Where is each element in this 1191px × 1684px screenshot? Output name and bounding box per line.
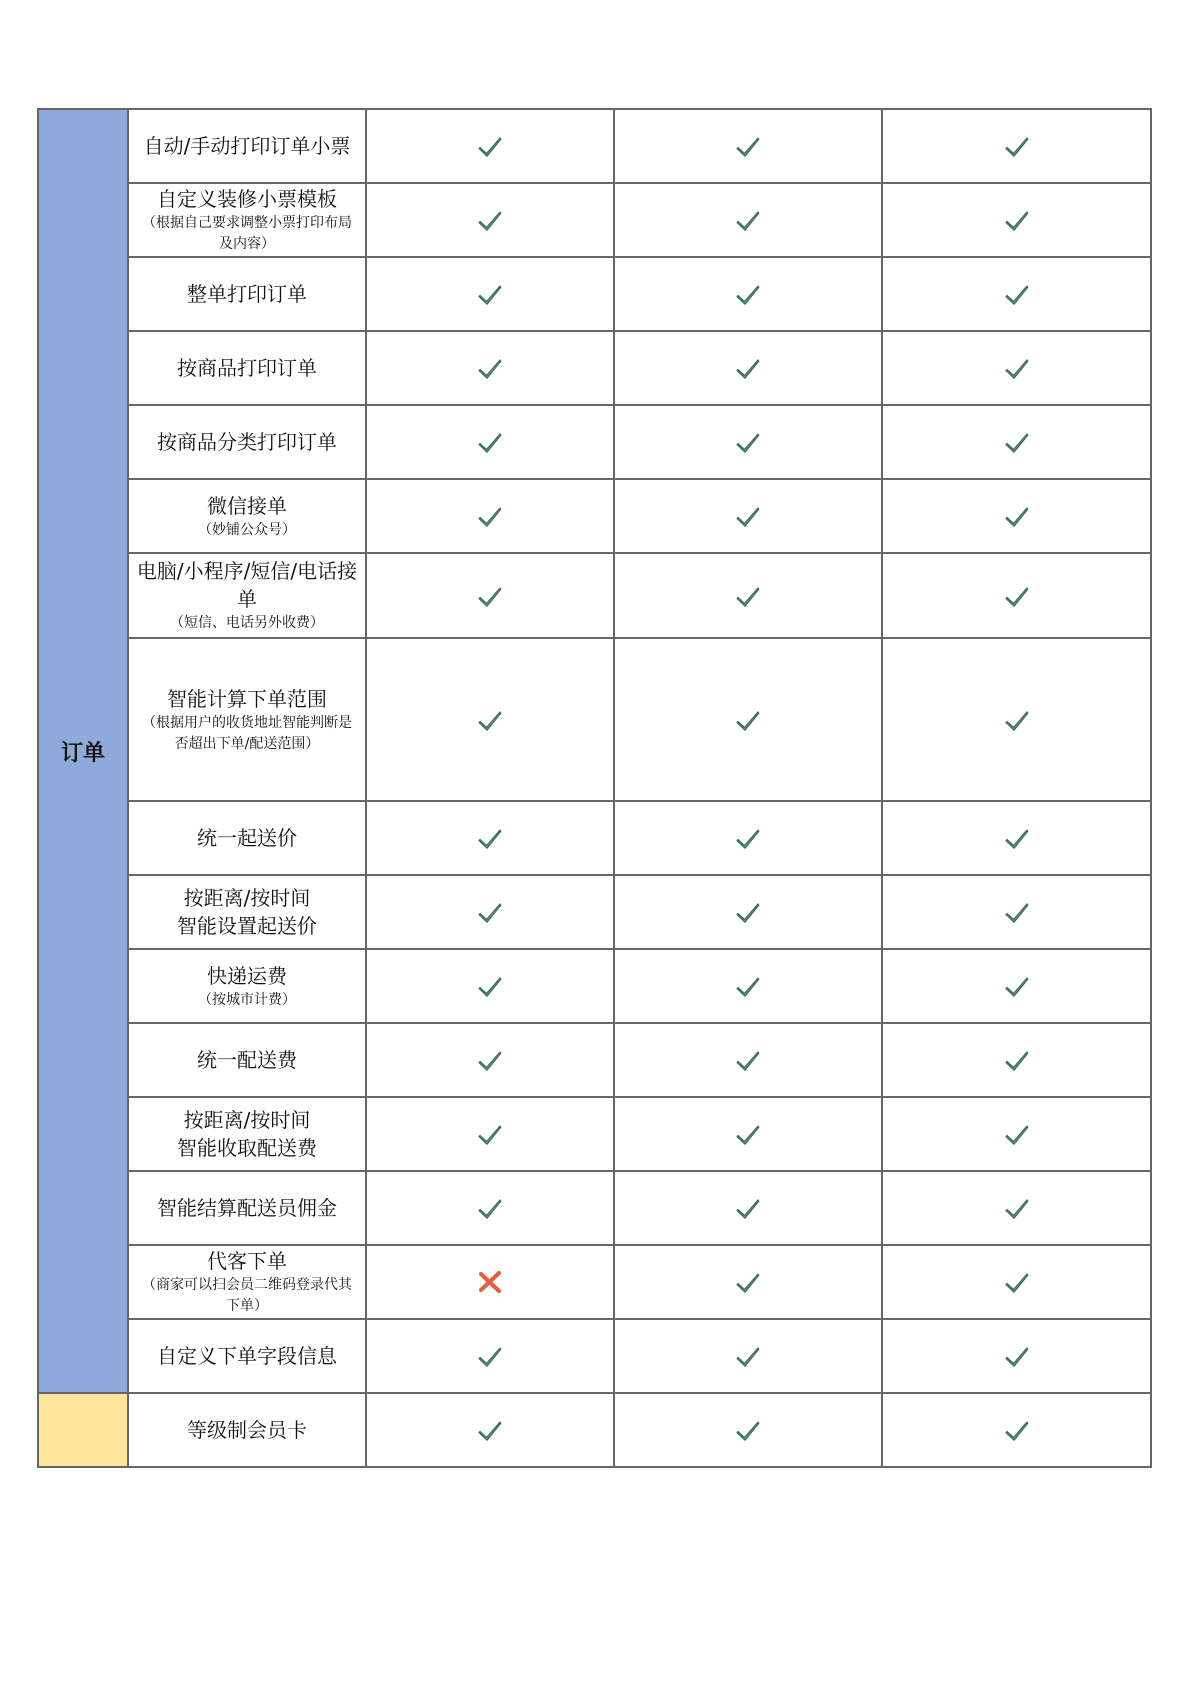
check-icon — [1004, 899, 1030, 925]
check-icon — [1004, 1121, 1030, 1147]
feature-name: 自定义装修小票模板 — [157, 187, 337, 211]
feature-name: 按商品分类打印订单 — [157, 430, 337, 454]
plan-2-cell — [614, 257, 882, 331]
check-icon — [477, 429, 503, 455]
feature-name-cell — [128, 1319, 366, 1393]
plan-3-cell — [882, 257, 1151, 331]
feature-name-cell — [128, 183, 366, 257]
feature-name: 代客下单 — [207, 1249, 287, 1273]
plan-1-cell — [366, 1097, 614, 1171]
check-icon — [1004, 1269, 1030, 1295]
feature-name: 自定义下单字段信息 — [157, 1344, 337, 1368]
feature-name: 按距离/按时间 智能设置起送价 — [177, 886, 317, 938]
plan-3-cell — [882, 1393, 1151, 1467]
plan-2-cell — [614, 949, 882, 1023]
plan-2-cell — [614, 638, 882, 801]
feature-name-cell — [128, 638, 366, 801]
feature-name-cell — [128, 405, 366, 479]
plan-1-cell — [366, 1245, 614, 1319]
plan-2-cell — [614, 553, 882, 638]
check-icon — [735, 207, 761, 233]
plan-3-cell — [882, 553, 1151, 638]
check-icon — [735, 503, 761, 529]
feature-note: （根据自己要求调整小票打印布局及内容） — [142, 215, 352, 252]
feature-name-cell — [128, 479, 366, 553]
table-body — [38, 109, 1151, 1467]
check-icon — [477, 1121, 503, 1147]
check-icon — [735, 281, 761, 307]
feature-name: 电脑/小程序/短信/电话接单 — [136, 559, 358, 611]
cross-icon — [477, 1269, 503, 1295]
plan-1-cell — [366, 1393, 614, 1467]
plan-3-cell — [882, 875, 1151, 949]
plan-1-cell — [366, 479, 614, 553]
check-icon — [735, 825, 761, 851]
feature-row — [38, 1393, 1151, 1467]
plan-3-cell — [882, 949, 1151, 1023]
feature-name: 智能结算配送员佣金 — [157, 1196, 337, 1220]
plan-1-cell — [366, 331, 614, 405]
plan-1-cell — [366, 875, 614, 949]
feature-note: （妙铺公众号） — [198, 521, 296, 538]
check-icon — [735, 1417, 761, 1443]
plan-2-cell — [614, 1023, 882, 1097]
feature-name-cell — [128, 553, 366, 638]
plan-3-cell — [882, 1023, 1151, 1097]
feature-row — [38, 405, 1151, 479]
check-icon — [735, 973, 761, 999]
feature-name-cell — [128, 1245, 366, 1319]
feature-name-cell — [128, 109, 366, 183]
feature-name: 按商品打印订单 — [177, 356, 317, 380]
check-icon — [1004, 503, 1030, 529]
feature-row — [38, 875, 1151, 949]
check-icon — [477, 825, 503, 851]
feature-row — [38, 1023, 1151, 1097]
feature-name: 自动/手动打印订单小票 — [143, 134, 351, 158]
check-icon — [735, 1343, 761, 1369]
feature-row — [38, 949, 1151, 1023]
feature-note: （根据用户的收货地址智能判断是否超出下单/配送范围） — [142, 714, 352, 752]
feature-name-cell — [128, 1097, 366, 1171]
feature-name-cell — [128, 257, 366, 331]
feature-name: 整单打印订单 — [187, 282, 307, 306]
feature-name: 等级制会员卡 — [187, 1418, 307, 1442]
plan-3-cell — [882, 109, 1151, 183]
feature-name-cell — [128, 1023, 366, 1097]
check-icon — [1004, 281, 1030, 307]
feature-row — [38, 553, 1151, 638]
feature-row — [38, 1171, 1151, 1245]
plan-2-cell — [614, 875, 882, 949]
check-icon — [477, 503, 503, 529]
feature-name-cell — [128, 875, 366, 949]
plan-2-cell — [614, 1171, 882, 1245]
feature-row — [38, 331, 1151, 405]
check-icon — [1004, 707, 1030, 733]
check-icon — [477, 1195, 503, 1221]
feature-name: 统一配送费 — [197, 1048, 297, 1072]
plan-1-cell — [366, 1023, 614, 1097]
check-icon — [735, 1269, 761, 1295]
check-icon — [735, 133, 761, 159]
feature-row — [38, 1319, 1151, 1393]
plan-3-cell — [882, 1171, 1151, 1245]
feature-name: 按距离/按时间 智能收取配送费 — [177, 1108, 317, 1160]
feature-name: 快递运费 — [207, 963, 287, 988]
plan-3-cell — [882, 801, 1151, 875]
check-icon — [477, 1047, 503, 1073]
plan-2-cell — [614, 479, 882, 553]
check-icon — [477, 355, 503, 381]
check-icon — [1004, 973, 1030, 999]
check-icon — [735, 707, 761, 733]
check-icon — [477, 207, 503, 233]
feature-name-cell — [128, 1393, 366, 1467]
feature-row — [38, 1097, 1151, 1171]
plan-2-cell — [614, 331, 882, 405]
plan-1-cell — [366, 183, 614, 257]
check-icon — [735, 1121, 761, 1147]
plan-3-cell — [882, 1245, 1151, 1319]
check-icon — [735, 899, 761, 925]
check-icon — [1004, 429, 1030, 455]
plan-3-cell — [882, 479, 1151, 553]
check-icon — [735, 1195, 761, 1221]
check-icon — [477, 583, 503, 609]
check-icon — [1004, 1343, 1030, 1369]
check-icon — [1004, 583, 1030, 609]
plan-2-cell — [614, 1393, 882, 1467]
check-icon — [1004, 1417, 1030, 1443]
feature-row — [38, 479, 1151, 553]
check-icon — [1004, 355, 1030, 381]
check-icon — [1004, 825, 1030, 851]
feature-name: 智能计算下单范围 — [167, 686, 327, 711]
feature-row — [38, 257, 1151, 331]
feature-comparison-table-container — [37, 108, 1150, 1468]
check-icon — [1004, 1195, 1030, 1221]
check-icon — [735, 429, 761, 455]
feature-row — [38, 801, 1151, 875]
plan-1-cell — [366, 553, 614, 638]
plan-1-cell — [366, 257, 614, 331]
plan-2-cell — [614, 1319, 882, 1393]
plan-1-cell — [366, 1319, 614, 1393]
check-icon — [1004, 1047, 1030, 1073]
check-icon — [477, 1343, 503, 1369]
plan-3-cell — [882, 183, 1151, 257]
feature-name-cell — [128, 801, 366, 875]
plan-2-cell — [614, 109, 882, 183]
feature-name: 微信接单 — [207, 493, 287, 518]
plan-1-cell — [366, 949, 614, 1023]
feature-name: 统一起送价 — [197, 826, 297, 850]
feature-name-cell — [128, 949, 366, 1023]
plan-3-cell — [882, 638, 1151, 801]
check-icon — [477, 281, 503, 307]
feature-row — [38, 109, 1151, 183]
plan-2-cell — [614, 1245, 882, 1319]
feature-note: （按城市计费） — [198, 991, 296, 1008]
plan-2-cell — [614, 801, 882, 875]
plan-3-cell — [882, 405, 1151, 479]
check-icon — [1004, 207, 1030, 233]
feature-row — [38, 1245, 1151, 1319]
feature-note: （短信、电话另外收费） — [170, 615, 324, 631]
plan-1-cell — [366, 109, 614, 183]
plan-2-cell — [614, 1097, 882, 1171]
category-cell: 订单 — [38, 109, 128, 1393]
plan-3-cell — [882, 1097, 1151, 1171]
check-icon — [477, 973, 503, 999]
plan-3-cell — [882, 1319, 1151, 1393]
plan-3-cell — [882, 331, 1151, 405]
feature-name-cell — [128, 1171, 366, 1245]
plan-1-cell — [366, 1171, 614, 1245]
plan-1-cell — [366, 405, 614, 479]
plan-2-cell — [614, 183, 882, 257]
check-icon — [477, 899, 503, 925]
category-cell — [38, 1393, 128, 1467]
check-icon — [735, 583, 761, 609]
feature-name-cell — [128, 331, 366, 405]
check-icon — [477, 1417, 503, 1443]
plan-1-cell — [366, 801, 614, 875]
feature-note: （商家可以扫会员二维码登录代其下单） — [142, 1277, 352, 1314]
feature-row — [38, 638, 1151, 801]
check-icon — [1004, 133, 1030, 159]
check-icon — [477, 133, 503, 159]
check-icon — [477, 707, 503, 733]
feature-comparison-table — [37, 108, 1152, 1468]
plan-2-cell — [614, 405, 882, 479]
feature-row — [38, 183, 1151, 257]
plan-1-cell — [366, 638, 614, 801]
check-icon — [735, 355, 761, 381]
check-icon — [735, 1047, 761, 1073]
